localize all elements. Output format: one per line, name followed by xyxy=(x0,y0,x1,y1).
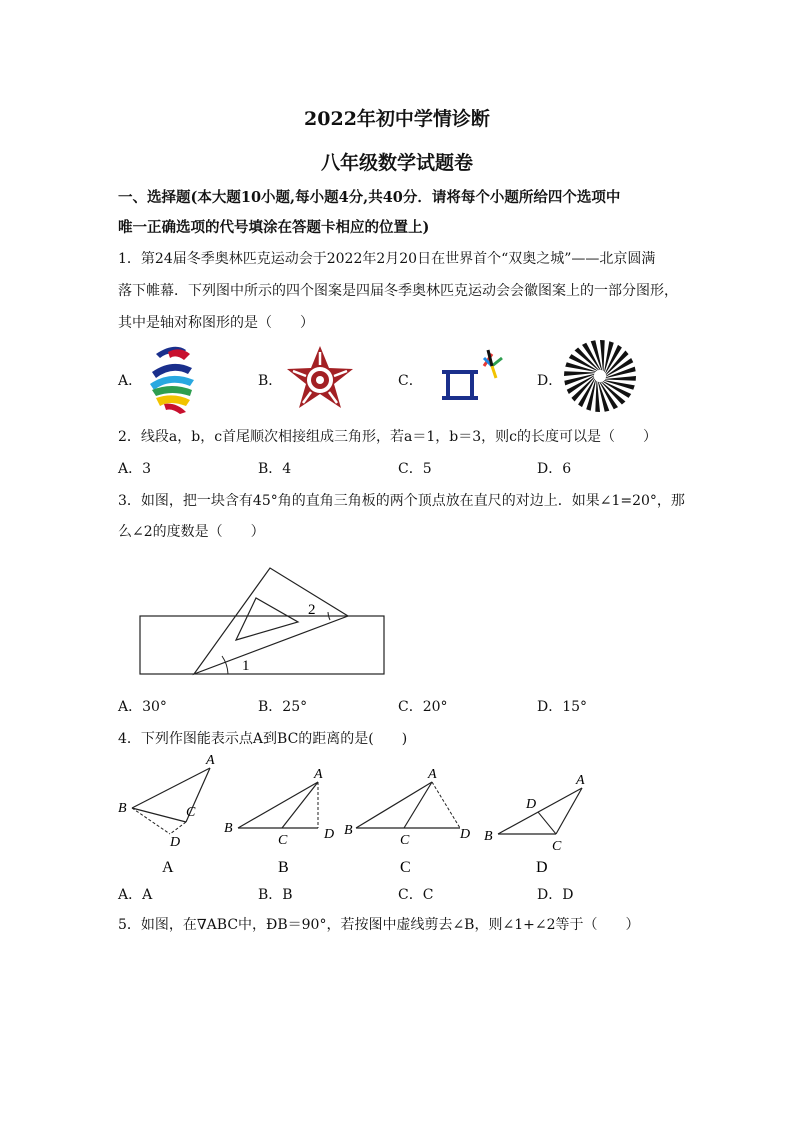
q3-option-a: A．30° xyxy=(118,699,167,715)
emblem-d-image xyxy=(562,338,638,414)
q1-option-d: D． xyxy=(537,373,563,389)
q1-option-b: B． xyxy=(258,373,283,389)
svg-text:B: B xyxy=(118,801,127,816)
q4-caption-a: A xyxy=(162,859,174,876)
emblem-b-image xyxy=(282,342,358,414)
q4-option-d: D．D xyxy=(537,887,574,903)
q4-caption-b: B xyxy=(278,859,289,876)
set-square-outer xyxy=(194,568,348,674)
question-1-line1: 1．第24届冬季奥林匹克运动会于2022年2月20日在世界首个“双奥之城”——北京圆满 xyxy=(118,251,656,267)
q1-option-c: C． xyxy=(398,373,423,389)
question-1-line2: 落下帷幕．下列图中所示的四个图案是四届冬季奥林匹克运动会会徽图案上的一部分图形， xyxy=(118,283,678,299)
emblem-c-image xyxy=(440,348,510,408)
q4-figures xyxy=(110,750,610,880)
question-5: 5．如图，在∇ABC中，ÐB＝90°，若按图中虚线剪去∠B，则∠1+∠2等于（ ） xyxy=(118,917,640,933)
svg-text:A: A xyxy=(428,767,437,782)
section-heading-line2: 唯一正确选项的代号填涂在答题卡相应的位置上) xyxy=(118,219,430,236)
question-4: 4．下列作图能表示点A到BC的距离的是( ) xyxy=(118,731,408,747)
question-3-line1: 3．如图，把一块含有45°角的直角三角板的两个顶点放在直尺的对边上．如果∠1=20°，那 xyxy=(118,493,685,509)
q4-caption-c: C xyxy=(400,859,411,876)
section-heading-line1: 一、选择题(本大题10小题,每小题4分,共40分．请将每个小题所给四个选项中 xyxy=(118,189,621,206)
svg-text:C: C xyxy=(400,833,410,848)
q1-option-a: A． xyxy=(118,373,143,389)
ruler-shape xyxy=(140,616,384,674)
svg-text:B: B xyxy=(344,823,353,838)
q4-figure-b xyxy=(224,767,334,848)
q3-option-b: B．25° xyxy=(258,699,308,715)
emblem-a-image xyxy=(146,342,198,414)
q2-option-b: B．4 xyxy=(258,461,292,477)
svg-text:A: A xyxy=(576,773,585,788)
svg-text:C: C xyxy=(186,805,196,820)
q2-option-a: A．3 xyxy=(118,461,152,477)
svg-text:D: D xyxy=(460,827,471,842)
q4-option-c: C．C xyxy=(398,887,434,903)
question-3-line2: 么∠2的度数是（ ） xyxy=(118,524,265,540)
angle-1-label: 1 xyxy=(242,658,250,674)
svg-text:D: D xyxy=(170,835,181,850)
q4-figure-c xyxy=(344,767,470,848)
svg-text:C: C xyxy=(552,839,562,854)
q3-ruler-triangle-figure xyxy=(130,560,400,685)
svg-text:B: B xyxy=(484,829,493,844)
svg-text:A: A xyxy=(206,753,215,768)
svg-text:D: D xyxy=(526,797,537,812)
q3-option-c: C．20° xyxy=(398,699,448,715)
q4-caption-d: D xyxy=(536,859,548,876)
page-title: 2022年初中学情诊断 xyxy=(304,108,490,130)
svg-text:A: A xyxy=(314,767,323,782)
angle-2-label: 2 xyxy=(308,602,316,618)
svg-text:B: B xyxy=(224,821,233,836)
question-1-line3: 其中是轴对称图形的是（ ） xyxy=(118,315,314,331)
set-square-inner xyxy=(236,598,298,640)
q4-option-a: A．A xyxy=(118,887,153,903)
question-2: 2．线段a，b，c首尾顺次相接组成三角形，若a＝1，b＝3，则c的长度可以是（ ） xyxy=(118,429,658,445)
q4-option-b: B．B xyxy=(258,887,293,903)
svg-text:D: D xyxy=(324,827,335,842)
svg-text:C: C xyxy=(278,833,288,848)
q3-option-d: D．15° xyxy=(537,699,588,715)
q4-figure-d xyxy=(484,773,585,854)
page-subtitle: 八年级数学试题卷 xyxy=(320,152,473,174)
q2-option-d: D．6 xyxy=(537,461,572,477)
q2-option-c: C．5 xyxy=(398,461,432,477)
q4-figure-a xyxy=(118,753,215,850)
